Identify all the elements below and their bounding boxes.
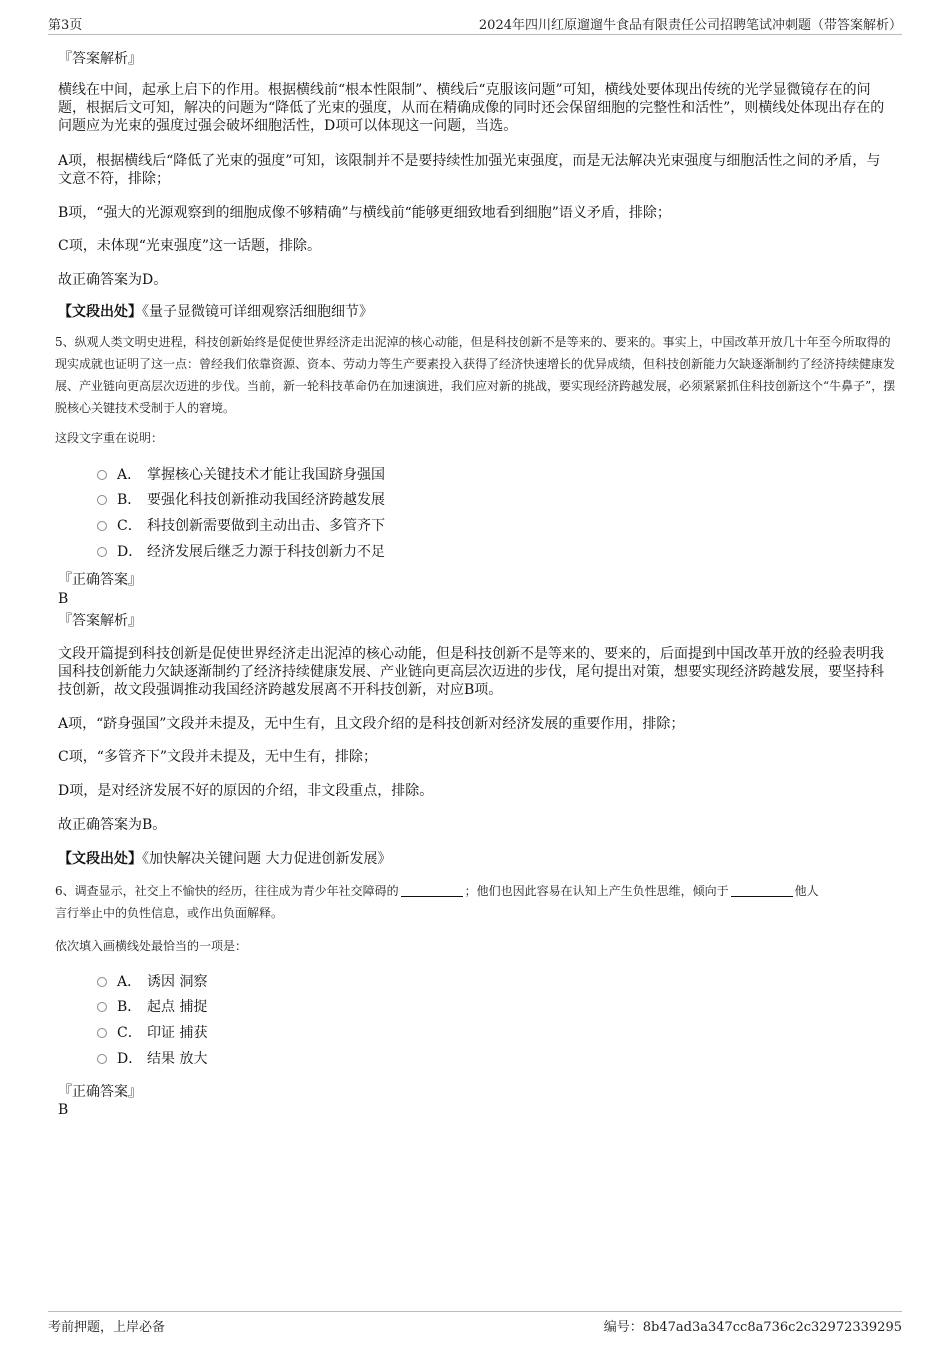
q5-answer: B [58,591,69,607]
q4-analysis-option-b: B项，“强大的光源观察到的细胞成像不够精确”与横线前“能够更细致地看到细胞”语义矛盾，排除； [58,205,671,221]
footer-slogan: 考前押题，上岸必备 [48,1320,166,1335]
q4-source-label: 【文段出处】 [58,304,142,320]
fill-blank-2 [731,884,793,897]
q5-analysis-option-a: A项，“跻身强国”文段并未提及，无中生有，且文段介绍的是科技创新对经济发展的重要作用，排除； [58,716,685,732]
q4-source-text: 《量子显微镜可详细观察活细胞细节》 [142,304,373,320]
q4-analysis-option-c: C项，未体现“光束强度”这一话题，排除。 [58,238,322,254]
q6-answer-tag: 『正确答案』 [58,1084,142,1100]
q4-conclusion: 故正确答案为D。 [58,272,168,288]
page-header [48,14,902,35]
q6-stem: 6、调查显示，社交上不愉快的经历，往往成为青少年社交障碍的 ；他们也因此容易在认知上产生负性思维，倾向于 他人 言行举止中的负性信息，或作出负面解释。 [55,884,819,920]
radio-icon[interactable] [97,547,107,557]
q5-source-text: 《加快解决关键问题 大力促进创新发展》 [142,851,392,867]
q6-option-b[interactable]: B． 起点 捕捉 [97,997,207,1017]
page-footer [48,1311,902,1334]
document-title: 2024年四川红原遛遛牛食品有限责任公司招聘笔试冲刺题（带答案解析） [478,18,902,33]
q5-conclusion: 故正确答案为B。 [58,817,167,833]
q4-source [58,303,373,321]
q6-option-d[interactable]: D． 结果 放大 [97,1049,207,1069]
radio-icon[interactable] [97,1002,107,1012]
q6-question: 依次填入画横线处最恰当的一项是： [55,939,248,953]
q5-stem: 5、纵观人类文明史进程，科技创新始终是促使世界经济走出泥淖的核心动能，但是科技创新不是等来的、要来的。事实上，中国改革开放几十年至今所取得的现实成就也证明了这一点：曾经我们依靠资源、资本、劳动力等生产要素投入获得了经济快速增长的优异成绩，但科技创新能力欠缺逐渐制约了经济持续健康发展、产业链向更高层次迈进的步伐。当前，新一轮科技革命仍在加速演进，我们应对新的挑战，要实现经济跨越发展，必须紧紧抓住科技创新这个“牛鼻子”，摆脱核心关键技术受制于人的窘境。 [55,335,896,415]
q6-option-a[interactable]: A． 诱因 洞察 [97,972,207,992]
q5-answer-tag: 『正确答案』 [58,572,142,588]
q5-analysis-tag: 『答案解析』 [58,613,142,629]
radio-icon[interactable] [97,521,107,531]
q4-analysis-tag: 『答案解析』 [58,51,142,67]
q5-question: 这段文字重在说明： [55,431,164,445]
q5-analysis-option-d: D项，是对经济发展不好的原因的介绍，非文段重点，排除。 [58,783,434,799]
radio-icon[interactable] [97,470,107,480]
q5-analysis-paragraph: 文段开篇提到科技创新是促使世界经济走出泥淖的核心动能，但是科技创新不是等来的、要来的，后面提到中国改革开放的经验表明我国科技创新能力欠缺逐渐制约了经济持续健康发展、产业链向更高层次迈进的步伐，尾句提出对策，想要实现经济跨越发展，要坚持科技创新，故文段强调推动我国经济跨越发展离不开科技创新，对应B项。 [58,646,884,698]
document-code: 编号：8b47ad3a347cc8a736c2c32972339295 [603,1320,902,1335]
radio-icon[interactable] [97,977,107,987]
q5-source-label: 【文段出处】 [58,851,142,867]
q5-option-d[interactable]: D． 经济发展后继乏力源于科技创新力不足 [97,542,385,562]
radio-icon[interactable] [97,1054,107,1064]
q4-analysis-option-a: A项，根据横线后“降低了光束的强度”可知，该限制并不是要持续性加强光束强度，而是无法解决光束强度与细胞活性之间的矛盾，与文意不符，排除； [58,153,881,187]
q5-option-c[interactable]: C． 科技创新需要做到主动出击、多管齐下 [97,516,385,536]
q5-source [58,850,391,868]
radio-icon[interactable] [97,495,107,505]
fill-blank-1 [401,884,463,897]
q5-analysis-option-c: C项，“多管齐下”文段并未提及，无中生有，排除； [58,749,378,765]
q5-option-b[interactable]: B． 要强化科技创新推动我国经济跨越发展 [97,490,385,510]
page-number: 第3页 [48,18,83,33]
q6-answer: B [58,1102,69,1118]
q6-option-c[interactable]: C． 印证 捕获 [97,1023,207,1043]
q4-analysis-paragraph: 横线在中间，起承上启下的作用。根据横线前“根本性限制”、横线后“克服该问题”可知，横线处要体现出传统的光学显微镜存在的问题，根据后文可知，解决的问题为“降低了光束的强度，从而在精确成像的同时还会保留细胞的完整性和活性”，则横线处体现出存在的问题应为光束的强度过强会破坏细胞活性，D项可以体现这一问题，当选。 [58,82,885,134]
q5-option-a[interactable]: A． 掌握核心关键技术才能让我国跻身强国 [97,465,385,485]
radio-icon[interactable] [97,1028,107,1038]
